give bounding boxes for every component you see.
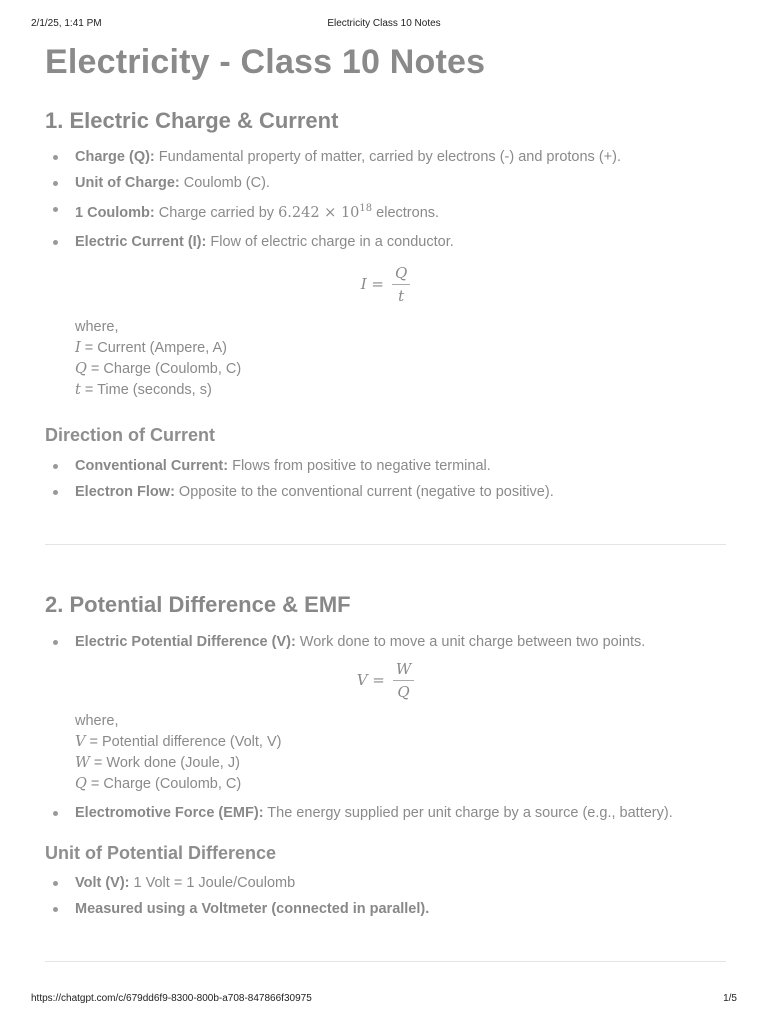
variable-desc: = Current (Ampere, A) (80, 339, 227, 356)
list-item (45, 899, 726, 919)
where-intro: where, (75, 318, 119, 335)
item-text: Flows from positive to negative terminal. (228, 457, 491, 474)
list-item (45, 482, 726, 502)
item-label: Charge (Q): (75, 149, 155, 165)
variable-desc: = Potential difference (Volt, V) (85, 733, 282, 750)
subheading-direction: Direction of Current (45, 424, 216, 445)
item-label: Conventional Current: (75, 457, 229, 474)
section2-list (45, 632, 726, 652)
variable: W (75, 754, 90, 771)
variable: Q (75, 775, 87, 792)
item-text: 1 Volt = 1 Joule/Coulomb (129, 874, 296, 891)
fraction (393, 660, 414, 701)
list-item (45, 199, 726, 223)
item-text: Charge carried by (154, 204, 279, 221)
item-label: Electric Current (I): (75, 233, 207, 250)
formula-potential (45, 660, 726, 701)
direction-list (45, 456, 726, 502)
item-label: Electron Flow: (75, 483, 175, 500)
formula-current (45, 264, 726, 305)
fraction (392, 264, 410, 305)
item-label: Electromotive Force (EMF): (75, 804, 264, 821)
item-label: Unit of Charge: (75, 175, 180, 191)
variable: t (75, 381, 81, 398)
print-title: Electricity Class 10 Notes (327, 18, 441, 29)
item-text: Coulomb (C). (179, 175, 270, 191)
item-text: Opposite to the conventional current (negative to positive). (174, 483, 554, 500)
document-content (45, 40, 726, 962)
list-item (45, 232, 726, 252)
where-block (45, 317, 726, 401)
variable-desc: = Charge (Coulomb, C) (86, 775, 242, 792)
page-number: 1/5 (723, 993, 737, 1004)
list-item (45, 173, 726, 193)
list-item (45, 803, 726, 823)
math-base: 6.242 × 10 (278, 204, 360, 221)
section1-list (45, 147, 726, 252)
math-exponent: 18 (359, 203, 373, 214)
where-line (75, 338, 726, 359)
item-label: Volt (V): (75, 874, 130, 891)
section-heading-1: 1. Electric Charge & Current (45, 108, 339, 133)
formula-lhs: I = (360, 275, 384, 294)
item-text: Fundamental property of matter, carried by electrons (-) and protons (+). (154, 149, 621, 165)
section-heading-2: 2. Potential Difference & EMF (45, 591, 351, 617)
variable-desc: = Time (seconds, s) (80, 381, 212, 398)
fraction-denominator: t (398, 286, 405, 305)
where-line (75, 359, 726, 380)
print-url: https://chatgpt.com/c/679dd6f9-8300-800b-a708-847866f30975 (31, 993, 312, 1004)
fraction-numerator: W (393, 660, 414, 681)
where-line (75, 380, 726, 401)
page-title: Electricity - Class 10 Notes (45, 43, 486, 81)
item-text: Work done to move a unit charge between two points. (295, 633, 646, 650)
math-expression (278, 205, 372, 221)
variable: I (75, 339, 81, 356)
list-item (45, 873, 726, 893)
variable: V (75, 733, 86, 750)
emf-list (45, 803, 726, 823)
item-text: Flow of electric charge in a conductor. (206, 233, 454, 250)
list-item (45, 147, 726, 167)
variable-desc: = Work done (Joule, J) (89, 754, 240, 771)
item-label: Electric Potential Difference (V): (75, 633, 296, 650)
subheading-unit: Unit of Potential Difference (45, 842, 277, 863)
item-label: Measured using a Voltmeter (connected in parallel). (75, 900, 430, 917)
variable-desc: = Charge (Coulomb, C) (86, 360, 242, 377)
where-line (75, 774, 726, 795)
variable: Q (75, 360, 87, 377)
formula-lhs: V = (356, 671, 385, 690)
list-item (45, 456, 726, 476)
fraction-numerator: Q (392, 264, 410, 285)
section-divider (45, 961, 726, 962)
where-intro: where, (75, 712, 119, 729)
item-label: 1 Coulomb: (75, 204, 155, 221)
where-block (45, 711, 726, 795)
fraction-denominator: Q (397, 682, 410, 701)
print-datetime: 2/1/25, 1:41 PM (31, 18, 102, 29)
section-divider (45, 544, 726, 545)
item-text: electrons. (372, 204, 440, 221)
item-text: The energy supplied per unit charge by a source (e.g., battery). (263, 804, 673, 821)
where-line (75, 732, 726, 753)
where-line (75, 753, 726, 774)
list-item (45, 632, 726, 652)
unit-list (45, 873, 726, 919)
